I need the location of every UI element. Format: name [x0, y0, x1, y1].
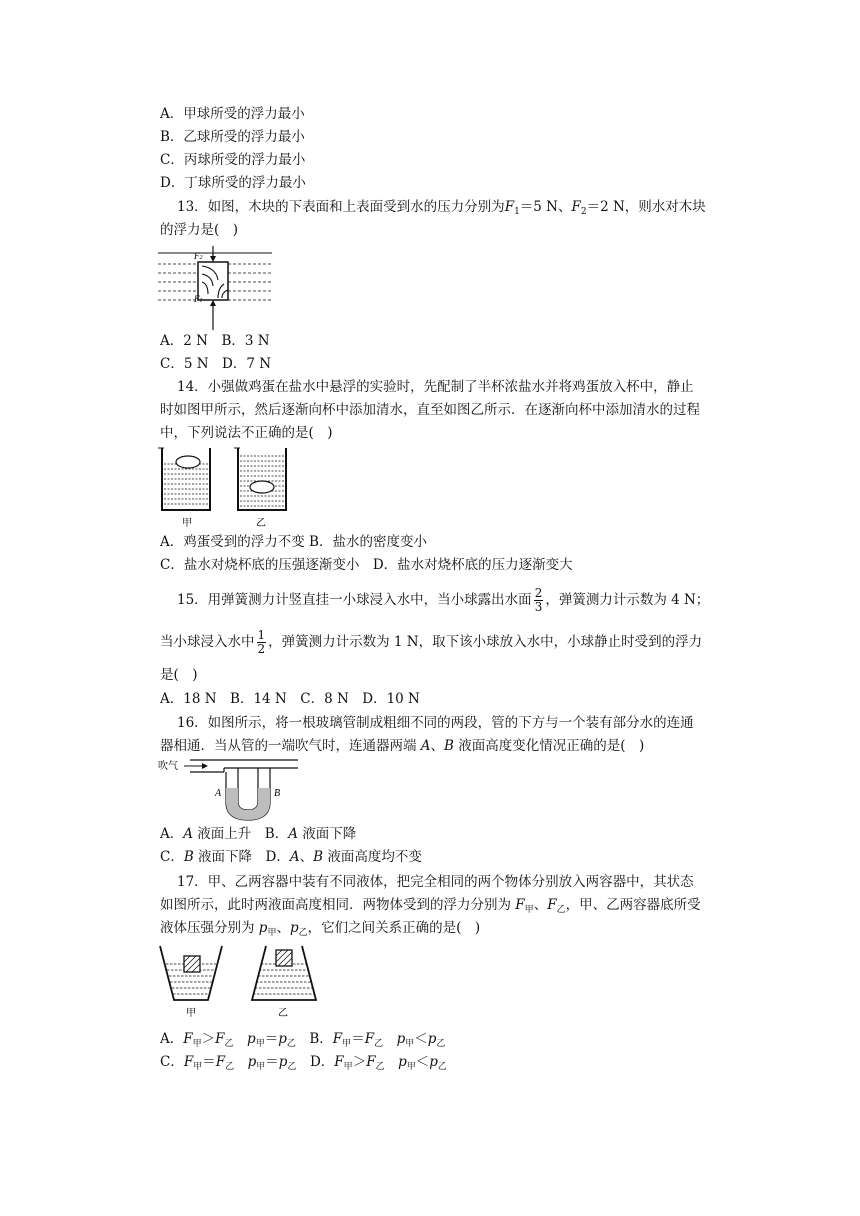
q17-stem-line1: 17．甲、乙两容器中装有不同液体，把完全相同的两个物体分别放入两容器中，其状态 — [177, 874, 694, 890]
q14-stem-line3: 中，下列说法不正确的是( ) — [160, 425, 333, 441]
q14-stem-line2: 时如图甲所示，然后逐渐向杯中添加清水，直至如图乙所示．在逐渐向杯中添加清水的过程 — [160, 402, 700, 418]
q17-fig-jia-label: 甲 — [186, 1008, 196, 1019]
q13-fig-f1-label: F1 — [194, 294, 203, 304]
q13-figure-wood-block — [158, 244, 276, 330]
q16-figure-connected-vessel — [158, 756, 303, 822]
q14-stem-line1: 14．小强做鸡蛋在盐水中悬浮的实验时，先配制了半杯浓盐水并将鸡蛋放入杯中，静止 — [177, 379, 694, 395]
q15-fraction-one-half: $\frac{1}{2}$ — [257, 628, 266, 656]
q14-options-row2: C．盐水对烧杯底的压强逐渐变小 D．盐水对烧杯底的压力逐渐变大 — [160, 557, 573, 573]
q17-figure-containers — [158, 942, 318, 1024]
q17-fig-yi-label: 乙 — [278, 1008, 288, 1019]
q16-fig-a-label: A — [215, 788, 222, 799]
q13-options-row1: A．2 N B．3 N — [160, 333, 270, 349]
q13-stem-line1: 13．如图，木块的下表面和上表面受到水的压力分别为$F_1=5$ N、$F_2=2$ N，则水对木块 — [177, 199, 706, 217]
q17-options-row1: A．$F_甲>F_乙$ $p_甲=p_乙$ B．$F_甲=F_乙$ $p_甲<p_乙$ — [160, 1031, 446, 1049]
q17-stem-line3: 液体压强分别为 $p_甲$、$p_乙$，它们之间关系正确的是( ) — [160, 920, 481, 938]
q12-option-d: D．丁球所受的浮力最小 — [160, 175, 306, 191]
q14-figure-beakers — [158, 444, 298, 530]
q17-stem-line2: 如图所示，此时两液面高度相同．两物体受到的浮力分别为 $F_甲$、$F_乙$，甲、乙两容器底所受 — [160, 897, 701, 915]
q12-option-c: C．丙球所受的浮力最小 — [160, 152, 306, 168]
q14-options-row1: A．鸡蛋受到的浮力不变 B．盐水的密度变小 — [160, 534, 427, 550]
q13-stem-line2: 的浮力是( ) — [160, 222, 239, 238]
q16-stem-line2: 器相通．当从管的一端吹气时，连通器两端 A、B 液面高度变化情况正确的是( ) — [160, 738, 645, 754]
q15-stem-line3: 是( ) — [160, 667, 198, 683]
q15-stem-line2: 当小球浸入水中 $\frac{1}{2}$ ，弹簧测力计示数为 1 N，取下该小球放入水中，小球静止时受到的浮力 — [160, 628, 703, 656]
q13-options-row2: C．5 N D．7 N — [160, 356, 272, 372]
q14-fig-jia-label: 甲 — [182, 518, 192, 529]
q16-stem-line1: 16．如图所示，将一根玻璃管制成粗细不同的两段，管的下方与一个装有部分水的连通 — [177, 715, 694, 731]
q16-fig-b-label: B — [274, 788, 281, 799]
q16-options-row1: A．A 液面上升 B．A 液面下降 — [160, 826, 357, 842]
q14-fig-yi-label: 乙 — [256, 518, 266, 529]
q13-fig-f2-label: F2 — [194, 251, 203, 261]
q12-option-b: B．乙球所受的浮力最小 — [160, 129, 305, 145]
q17-options-row2: C．$F_甲=F_乙$ $p_甲=p_乙$ D．$F_甲>F_乙$ $p_甲<p_乙$ — [160, 1054, 447, 1072]
q15-stem-line1: 15．用弹簧测力计竖直挂一小球浸入水中，当小球露出水面 $\frac{2}{3}$ ，弹簧测力计示数为 4 N； — [177, 586, 710, 614]
q12-option-a: A．甲球所受的浮力最小 — [160, 106, 305, 122]
q16-fig-blow-label: 吹气 — [158, 761, 178, 772]
q15-fraction-two-thirds: $\frac{2}{3}$ — [534, 586, 543, 614]
q16-options-row2: C．B 液面下降 D．A、B 液面高度均不变 — [160, 849, 422, 865]
q15-options: A．18 N B．14 N C．8 N D．10 N — [160, 691, 420, 707]
